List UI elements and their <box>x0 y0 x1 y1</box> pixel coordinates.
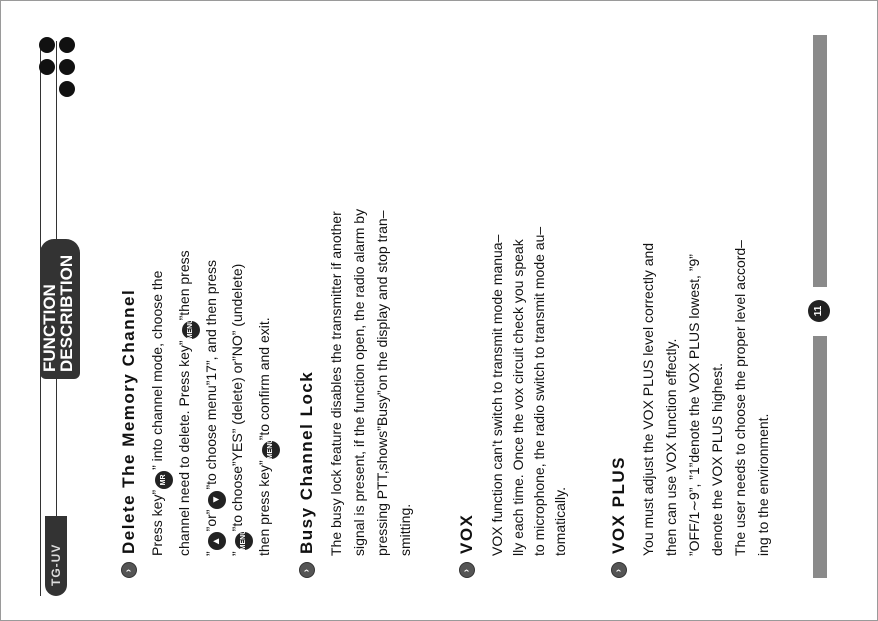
bullet-arrow-icon: › <box>299 562 315 578</box>
bullet-arrow-icon: › <box>611 562 627 578</box>
section-title-vox: › VOX <box>457 514 477 578</box>
text-line: denote the VOX PLUS highest. <box>709 362 725 556</box>
bullet-arrow-icon: › <box>459 562 475 578</box>
text-line: You must adjust the VOX PLUS level correctly and <box>640 242 656 556</box>
text-line: lly each time. Once the vox circuit check you speak <box>510 239 526 556</box>
bullet-arrow-icon: › <box>121 562 137 578</box>
header-rule-left <box>56 379 57 516</box>
rotated-content <box>1 1 878 621</box>
section-title-busy-lock: › Busy Channel Lock <box>297 371 317 578</box>
text-line: ing to the environment. <box>755 413 771 556</box>
dot-icon <box>59 59 75 75</box>
page-number: 11 <box>808 300 830 322</box>
up-key-icon: ▲ <box>208 532 226 550</box>
section-title-vox-plus: › VOX PLUS <box>609 456 629 578</box>
text-line: channel need to delete. Press key”MENU”then press <box>173 250 200 556</box>
text-line: tomatically. <box>552 487 568 556</box>
vox-text <box>487 227 571 556</box>
text-line: to microphone, the radio switch to transmit mode au– <box>531 226 547 556</box>
text-line: The busy lock feature disables the transmitter if another <box>328 211 344 556</box>
down-key-icon: ▼ <box>208 491 226 509</box>
text-line: signal is present, if the function open, the radio alarm by <box>351 208 367 556</box>
page-title-line1: FUNCTION <box>40 284 59 372</box>
text-line: ”OFF/1∼9”, ”1”denote the VOX PLUS lowest, ”9” <box>686 254 702 556</box>
page-title-line2: DESCRIBTION <box>57 254 76 372</box>
vox-plus-text <box>637 240 775 556</box>
text-line: VOX function can’t switch to transmit mode manua– <box>489 234 505 556</box>
header-rule-right <box>56 41 57 239</box>
model-tab-label: TG-UV <box>49 543 63 586</box>
menu-key-icon: MENU <box>235 532 253 550</box>
mr-key-icon: MR <box>155 471 173 489</box>
text-line: smitting. <box>397 503 413 556</box>
text-line: then can use VOX function effectly. <box>663 338 679 556</box>
dot-icon <box>39 37 55 53</box>
dot-icon <box>39 59 55 75</box>
footer-bar-left <box>813 336 827 578</box>
menu-key-icon: MENU <box>262 441 280 459</box>
footer-bar-right <box>813 35 827 287</box>
dot-icon <box>59 37 75 53</box>
busy-lock-text <box>325 209 417 556</box>
text-line: pressing PTT,shows”Busy”on the display and stop tran– <box>374 210 390 556</box>
page-title <box>41 242 75 372</box>
text-line: then press key”MENU”to confirm and exit. <box>253 250 280 556</box>
section-title-delete-memory: › Delete The Memory Channel <box>119 289 139 578</box>
menu-key-icon: MENU <box>182 321 200 339</box>
delete-memory-text <box>146 250 280 556</box>
text-line: Press key”MR” into channel mode, choose the <box>146 250 173 556</box>
text-line: The user needs to choose the proper level accord– <box>732 240 748 556</box>
text-line: ”▲”or”▼”to choose menu”17”, and then press <box>200 250 226 556</box>
dot-icon <box>59 81 75 97</box>
text-line: ”MENU”to choose”YES” (delete) or”NO” (undelete) <box>226 250 253 556</box>
